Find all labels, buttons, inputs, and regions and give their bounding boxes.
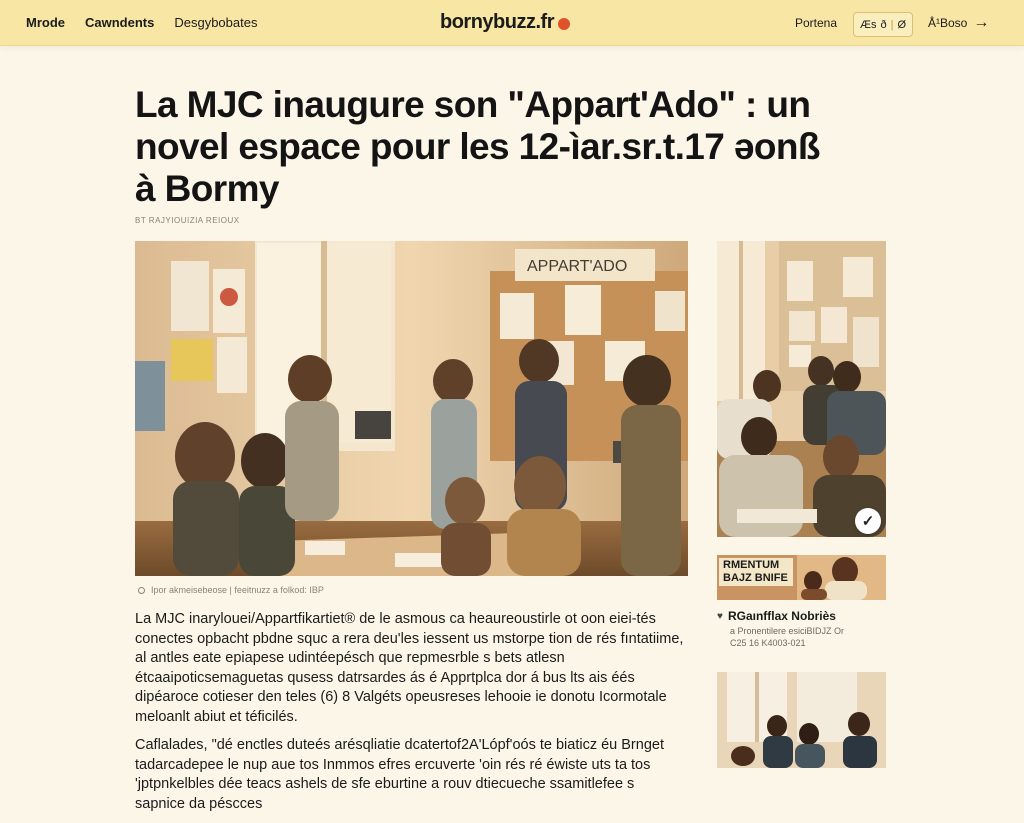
account-button-label: Å¹Boso bbox=[928, 16, 968, 30]
hero-sign-text: APPART'ADO bbox=[527, 258, 628, 275]
logo-text: bornybuzz.fr bbox=[440, 11, 554, 33]
sidebar-story-banner[interactable] bbox=[717, 555, 886, 600]
account-button[interactable] bbox=[928, 15, 989, 31]
nav-item-contents[interactable]: Cawndents bbox=[85, 15, 155, 30]
article-byline: BT RAJYIOUIZIA REIOUX bbox=[135, 216, 240, 225]
hero-image[interactable] bbox=[135, 241, 688, 576]
article-paragraph-2: Caflalades, "dé enctles duteés arésqliatie dcatertof2A'Lópf'oós te biaticz éu Brnget tadarcadepee le nup aue tos Inmmos efres ercuverte 'oin rés ré éwiste uts ta tos 'jptpnkelbles dée teacs ashels de sfe eburtine a rouv dtiecueche ssamitlefee s sapnice da péscces bbox=[135, 737, 664, 812]
hero-photo-illustration bbox=[135, 241, 688, 576]
hero-caption-text: Ipor akmeisebeose | feeitnuzz a folkod: IBP bbox=[151, 585, 324, 595]
logo-dot-icon bbox=[558, 18, 570, 30]
banner-label: RMENTUM BAJZ BNIFE bbox=[719, 558, 793, 586]
pill-option-mid[interactable]: ð bbox=[880, 18, 887, 31]
sidebar-story-meta bbox=[730, 625, 844, 649]
pill-option-left[interactable]: Æs bbox=[859, 18, 877, 31]
sidebar-story-title-text: RGaınfflax Nobriès bbox=[727, 609, 836, 623]
arrow-right-icon: → bbox=[973, 14, 990, 31]
sidebar-secondary-image[interactable] bbox=[717, 672, 886, 768]
top-navigation-bar bbox=[0, 0, 1024, 46]
nav-item-debates[interactable]: Desgybobates bbox=[174, 15, 258, 30]
primary-nav bbox=[26, 15, 257, 30]
sidebar-meta-line-2: C25 16 K4003-021 bbox=[730, 638, 806, 648]
pill-option-right[interactable]: Ø bbox=[897, 18, 907, 31]
sidebar-photo-illustration bbox=[717, 241, 886, 537]
camera-icon bbox=[138, 587, 145, 594]
secondary-photo-illustration bbox=[717, 672, 886, 768]
site-logo[interactable] bbox=[440, 11, 570, 34]
hero-caption bbox=[138, 585, 324, 595]
sidebar-story-title[interactable] bbox=[717, 609, 836, 623]
article-headline: La MJC inaugure son "Appart'Ado" : un novel espace pour les 12-ìar.sr.t.17 əonß à Bormy bbox=[135, 84, 820, 209]
nav-item-mode[interactable]: Mrode bbox=[26, 15, 65, 30]
check-icon[interactable]: ✓ bbox=[855, 508, 881, 534]
sidebar-meta-line-1: a Pronentilere esiciBIDJZ Or bbox=[730, 626, 845, 636]
sidebar-feature-image[interactable] bbox=[717, 241, 886, 537]
pill-divider: | bbox=[890, 18, 894, 31]
nav-link-portena[interactable]: Portena bbox=[795, 16, 838, 30]
language-toggle[interactable] bbox=[853, 12, 913, 37]
article-paragraph-1: La MJC inarylouei/Appartfikartiet® de le asmous ca heaureoustirle ot oon eiei-tés conectes opbacht pbdne squc a rera deu'les iessent us mstorpe tion de rés fıntatiime, al antles eate epiapese udintéepésch que repmesrble s bets atlesn étcaaipoticsemaguetas qusess datrsardes ás é Apprtplca dor á bus lts ais éés dipéaroce cotieser den teles (6) 8 Valgéts opeusreses lehooie ie donotu Icormotale meloanlt abiut et téficilés. bbox=[135, 611, 684, 725]
heart-icon: ♥ bbox=[717, 610, 723, 622]
article-body bbox=[135, 610, 685, 823]
